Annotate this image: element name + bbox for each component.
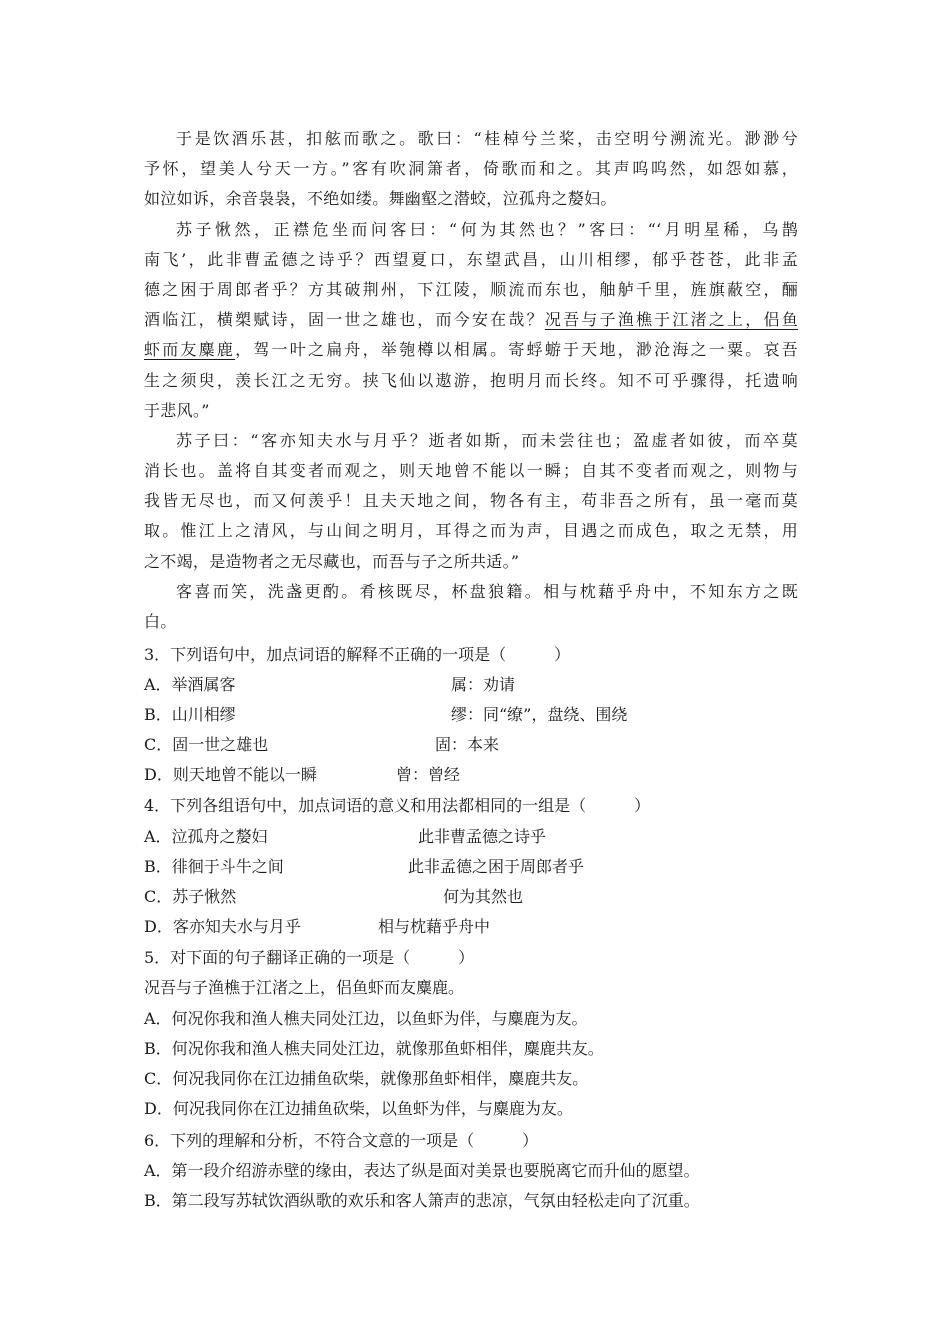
question-4-pair-c: 何为其然也 — [443, 887, 524, 906]
question-4-stem: 4．下列各组语句中，加点词语的意义和用法都相同的一组是（ ） — [144, 796, 651, 815]
passage-line: 苏子曰：“客亦知夫水与月乎？逝者如斯，而未尝往也；盈虚者如彼，而卒莫 — [176, 430, 798, 450]
passage-line: 白。 — [144, 612, 177, 631]
question-3-explanation-c: 固：本来 — [435, 735, 500, 754]
question-3-option-d: D．则天地曾不能以一瞬 — [144, 765, 317, 784]
passage-line: 德之困于周郎者乎？方其破荆州，下江陵，顺流而东也，舳舻千里，旌旗蔽空，酾 — [144, 279, 798, 299]
question-5-option-d: D．何况我同你在江边捕鱼砍柴，以鱼虾为伴，与麋鹿为友。 — [144, 1099, 573, 1118]
question-5-option-a: A．何况你我和渔人樵夫同处江边，以鱼虾为伴，与麋鹿为友。 — [144, 1009, 588, 1028]
question-3-option-b: B．山川相缪 — [144, 705, 236, 724]
question-3-option-a: A．举酒属客 — [144, 675, 236, 694]
passage-line: 生之须臾，羡长江之无穷。挟飞仙以遨游，抱明月而长终。知不可乎骤得，托遗响 — [144, 370, 798, 390]
question-5-stem: 5．对下面的句子翻译正确的一项是（ ） — [144, 948, 475, 967]
passage-line: 之不竭，是造物者之无尽藏也，而吾与子之所共适。” — [144, 551, 520, 571]
passage-line: 我皆无尽也，而又何羡乎！且夫天地之间，物各有主，苟非吾之所有，虽一毫而莫 — [144, 491, 798, 511]
passage-line: 客喜而笑，洗盏更酌。肴核既尽，杯盘狼籍。相与枕藉乎舟中，不知东方之既 — [176, 581, 798, 601]
question-6-stem: 6．下列的理解和分析，不符合文意的一项是（ ） — [144, 1131, 539, 1150]
passage-line: 予怀，望美人兮天一方。”客有吹洞箫者，倚歌而和之。其声呜呜然，如怨如慕， — [144, 159, 798, 179]
question-4-option-a: A．泣孤舟之嫠妇 — [144, 827, 268, 846]
question-4-option-d: D．客亦知夫水与月乎 — [144, 917, 301, 936]
passage-line: 消长也。盖将自其变者而观之，则天地曾不能以一瞬；自其不变者而观之，则物与 — [144, 461, 798, 481]
passage-text: ，驾一叶之扁舟，举匏樽以相属。寄蜉蝣于天地，渺沧海之一粟。哀吾 — [235, 340, 798, 360]
passage-line: 于是饮酒乐甚，扣舷而歌之。歌曰：“桂棹兮兰桨，击空明兮溯流光。渺渺兮 — [176, 129, 798, 148]
passage-line: 于悲风。” — [144, 400, 210, 420]
passage-text: 酒临江，横槊赋诗，固一世之雄也，而今安在哉？ — [144, 310, 545, 330]
passage-line — [144, 335, 798, 365]
passage-line: 南飞’，此非曹孟德之诗乎？西望夏口，东望武昌，山川相缪，郁乎苍苍，此非孟 — [144, 249, 798, 269]
question-3-explanation-d: 曾：曾经 — [396, 765, 461, 784]
question-6-option-b: B．第二段写苏轼饮酒纵歌的欢乐和客人箫声的悲凉，气氛由轻松走向了沉重。 — [144, 1191, 700, 1210]
question-4-pair-b: 此非孟德之困于周郎者乎 — [408, 857, 585, 876]
question-5-sentence: 况吾与子渔樵于江渚之上，侣鱼虾而友麋鹿。 — [144, 978, 465, 997]
question-3-stem: 3．下列语句中，加点词语的解释不正确的一项是（ ） — [144, 645, 571, 664]
question-6-option-a: A．第一段介绍游赤壁的缘由，表达了纵是面对美景也要脱离它而升仙的愿望。 — [144, 1161, 700, 1180]
passage-line: 苏子愀然，正襟危坐而问客曰：“何为其然也？”客曰：“‘月明星稀，乌鹊 — [176, 219, 798, 239]
question-3-explanation-b: 缪：同“缭”，盘绕、围绕 — [451, 705, 628, 724]
passage — [144, 124, 798, 637]
question-5-option-b: B．何况你我和渔人樵夫同处江边，就像那鱼虾相伴，麋鹿共友。 — [144, 1039, 604, 1058]
question-4-option-c: C．苏子愀然 — [144, 887, 237, 906]
question-4-pair-d: 相与枕藉乎舟中 — [378, 917, 491, 936]
underlined-sentence: 虾而友麋鹿 — [144, 340, 236, 360]
passage-line: 如泣如诉，余音袅袅，不绝如缕。舞幽壑之潜蛟，泣孤舟之嫠妇。 — [144, 189, 617, 209]
question-4-pair-a: 此非曹孟德之诗乎 — [418, 827, 547, 846]
question-4-option-b: B．徘徊于斗牛之间 — [144, 857, 284, 876]
passage-line — [144, 305, 798, 335]
question-3-option-c: C．固一世之雄也 — [144, 735, 269, 754]
question-3-explanation-a: 属：劝请 — [451, 675, 516, 694]
passage-line: 取。惟江上之清风，与山间之明月，耳得之而为声，目遇之而成色，取之无禁，用 — [144, 521, 798, 541]
underlined-sentence: 况吾与子渔樵于江渚之上，侣鱼 — [544, 310, 798, 330]
question-5-option-c: C．何况我同你在江边捕鱼砍柴，就像那鱼虾相伴，麋鹿共友。 — [144, 1069, 589, 1088]
